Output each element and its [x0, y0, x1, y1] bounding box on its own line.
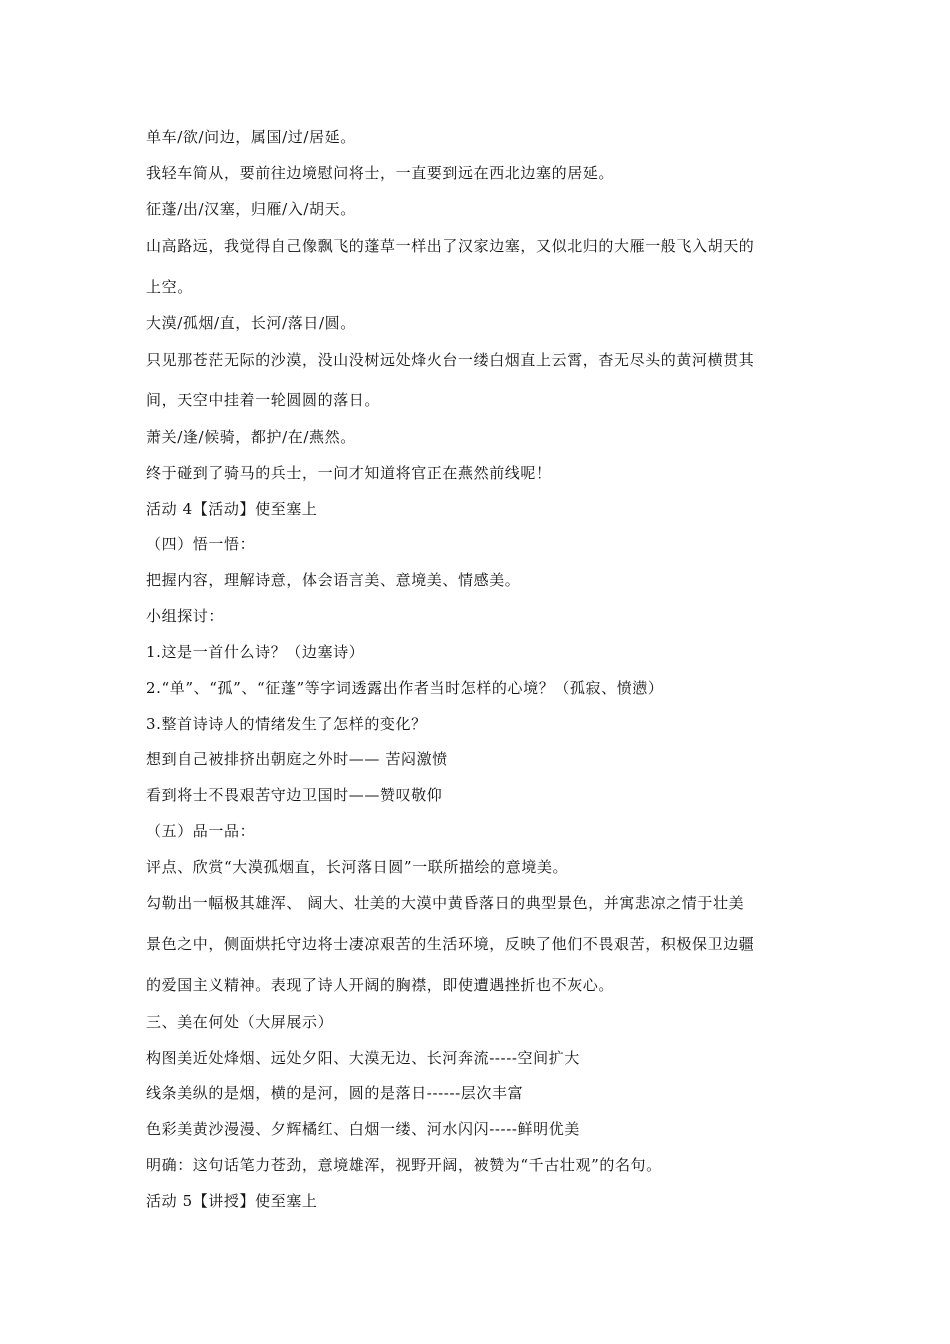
- text-line-13: 把握内容，理解诗意，体会语言美、意境美、情感美。: [146, 571, 521, 589]
- text-line-3: 征蓬/出/汉塞，归雁/入/胡天。: [146, 200, 356, 218]
- text-line-30: 活动 5【讲授】使至塞上: [146, 1192, 318, 1210]
- text-line-4: 山高路远，我觉得自己像飘飞的蓬草一样出了汉家边塞，又似北归的大雁一般飞入胡天的: [146, 237, 755, 255]
- text-line-16: 2.“单”、“孤”、“征蓬”等字词透露出作者当时怎样的心境？（孤寂、愤懑）: [146, 679, 664, 697]
- text-line-24: 的爱国主义精神。表现了诗人开阔的胸襟，即使遭遇挫折也不灰心。: [146, 976, 615, 994]
- text-line-17: 3.整首诗诗人的情绪发生了怎样的变化？: [146, 715, 427, 733]
- text-line-27: 线条美纵的是烟，横的是河，圆的是落日------层次丰富: [146, 1084, 524, 1102]
- text-line-5: 上空。: [146, 278, 193, 296]
- text-line-9: 萧关/逢/候骑，都护/在/燕然。: [146, 428, 356, 446]
- text-line-2: 我轻车简从，要前往边境慰问将士，一直要到远在西北边塞的居延。: [146, 164, 615, 182]
- text-line-29: 明确：这句话笔力苍劲，意境雄浑，视野开阔，被赞为“千古壮观”的名句。: [146, 1156, 662, 1174]
- text-line-11: 活动 4【活动】使至塞上: [146, 500, 318, 518]
- text-line-1: 单车/欲/问边，属国/过/居延。: [146, 128, 356, 146]
- text-line-10: 终于碰到了骑马的兵士，一问才知道将官正在燕然前线呢！: [146, 464, 552, 482]
- text-line-22: 勾勒出一幅极其雄浑、 阔大、壮美的大漠中黄昏落日的典型景色，并寓悲凉之情于壮美: [146, 894, 745, 912]
- text-line-18: 想到自己被排挤出朝庭之外时—— 苦闷激愤: [146, 750, 448, 768]
- text-line-28: 色彩美黄沙漫漫、夕辉橘红、白烟一缕、河水闪闪-----鲜明优美: [146, 1120, 580, 1138]
- text-line-20: （五）品一品：: [146, 822, 256, 840]
- text-line-19: 看到将士不畏艰苦守边卫国时——赞叹敬仰: [146, 786, 443, 804]
- text-line-8: 间，天空中挂着一轮圆圆的落日。: [146, 391, 381, 409]
- text-line-25: 三、美在何处（大屏展示）: [146, 1013, 334, 1031]
- text-line-26: 构图美近处烽烟、远处夕阳、大漠无边、长河奔流-----空间扩大: [146, 1049, 580, 1067]
- text-line-15: 1.这是一首什么诗？（边塞诗）: [146, 643, 365, 661]
- text-line-21: 评点、欣赏“大漠孤烟直，长河落日圆”一联所描绘的意境美。: [146, 858, 569, 876]
- text-line-12: （四）悟一悟：: [146, 535, 256, 553]
- text-line-23: 景色之中，侧面烘托守边将士凄凉艰苦的生活环境，反映了他们不畏艰苦，积极保卫边疆: [146, 935, 755, 953]
- text-line-6: 大漠/孤烟/直，长河/落日/圆。: [146, 314, 356, 332]
- text-line-14: 小组探讨：: [146, 607, 225, 625]
- text-line-7: 只见那苍茫无际的沙漠，没山没树远处烽火台一缕白烟直上云霄，杳无尽头的黄河横贯其: [146, 351, 755, 369]
